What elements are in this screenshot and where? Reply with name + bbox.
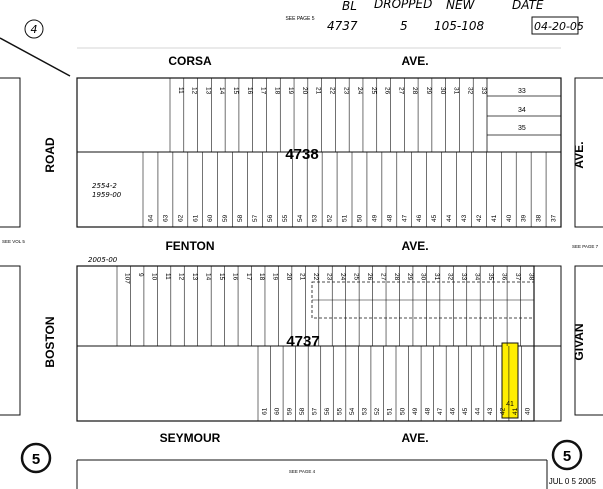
lot-number: 63 (162, 214, 170, 222)
block-number-lower: 4737 (286, 333, 320, 350)
lot-number: 20 (285, 273, 293, 281)
lot-number: 46 (449, 407, 457, 415)
street-ave-fenton: AVE. (401, 239, 429, 253)
lower-bottom-lots (258, 346, 532, 421)
col-dropped-label: DROPPED (374, 0, 433, 11)
lot-label: 34 (518, 107, 526, 114)
new-value: 105-108 (434, 19, 485, 33)
lot-number: 62 (177, 214, 185, 222)
lot-number: 54 (349, 407, 357, 415)
col-date-label: DATE (512, 0, 544, 12)
lot-number: 50 (399, 407, 407, 415)
lot-number: 57 (311, 407, 319, 415)
lot-number: 41 (512, 407, 520, 415)
lot-number: 55 (281, 214, 289, 222)
lot-number: 40 (524, 407, 532, 415)
lot-number: 15 (217, 273, 225, 281)
lot-number: 22 (312, 273, 320, 281)
lot-number: 31 (452, 87, 460, 95)
lot-number: 43 (487, 407, 495, 415)
lot-number: 25 (369, 87, 377, 95)
highlighted-lot-number: 41 (506, 401, 514, 408)
lot-number: 51 (341, 214, 349, 222)
lot-number: 38 (535, 214, 543, 222)
lot-number: 56 (266, 214, 274, 222)
lot-number: 28 (392, 273, 400, 281)
lot-number: 37 (550, 214, 558, 222)
upper-bottom-lots (143, 152, 558, 227)
lower-top-lots (117, 266, 534, 346)
lot-number: 44 (446, 214, 454, 222)
lot-number: 47 (401, 214, 409, 222)
lot-number: 53 (361, 407, 369, 415)
lot-number: 52 (326, 214, 334, 222)
lot-number: 33 (480, 87, 488, 95)
bl-value: 4737 (327, 19, 358, 33)
lot-number: 37 (513, 273, 521, 281)
lot-number: 61 (192, 214, 200, 222)
lot-number: 58 (237, 214, 245, 222)
lot-number: 44 (474, 407, 482, 415)
lot-number: 18 (273, 87, 281, 95)
see-page-top: SEE PAGE 5 (285, 16, 315, 22)
lot-number: 10 (150, 273, 158, 281)
street-boston: BOSTON (43, 316, 57, 368)
lot-number: 16 (231, 273, 239, 281)
lot-number: 30 (419, 273, 427, 281)
street-givan: GIVAN (572, 323, 586, 361)
street-givan-ave: AVE. (572, 141, 586, 169)
lot-number: 17 (244, 273, 252, 281)
lot-number: 45 (431, 214, 439, 222)
lot-number: 38 (527, 273, 535, 281)
lot-number: 11 (164, 273, 172, 280)
see-page-bottom: SEE PAGE 4 (288, 469, 316, 474)
lot-number: 57 (251, 214, 259, 222)
lot-number: 33 (460, 273, 468, 281)
lot-number: 18 (258, 273, 266, 281)
lot-number: 24 (356, 87, 364, 95)
lot-label: 33 (518, 88, 526, 95)
lot-number: 9 (137, 273, 145, 277)
col-bl-label: BL (342, 0, 357, 13)
lot-number: 22 (328, 87, 336, 95)
lot-number: 60 (207, 214, 215, 222)
lot-number: 49 (411, 407, 419, 415)
street-corsa: CORSA (168, 54, 212, 68)
lot-number: 49 (371, 214, 379, 222)
street-ave-seymour: AVE. (401, 431, 429, 445)
lot-number: 58 (298, 407, 306, 415)
lot-number: 21 (314, 87, 322, 95)
lot-number: 14 (218, 87, 226, 95)
lot-number: 26 (365, 273, 373, 281)
sheet-number-left: 5 (31, 451, 41, 468)
block-number-upper: 4738 (285, 146, 319, 163)
lot-number: 32 (466, 87, 474, 95)
block-4737-corner (534, 266, 561, 421)
lot-number: 31 (433, 273, 441, 281)
lot-number: 59 (286, 407, 294, 415)
lot-number: 23 (325, 273, 333, 281)
lot-number: 21 (298, 273, 306, 281)
col-new-label: NEW (446, 0, 475, 12)
lot-number: 56 (324, 407, 331, 415)
north-arrow-line (0, 38, 70, 76)
lot-number: 13 (204, 87, 212, 95)
lot-number: 40 (505, 214, 513, 222)
upper-top-lots (170, 78, 487, 152)
lot-number: 19 (287, 87, 295, 95)
lot-number: 23 (342, 87, 350, 95)
lot-number: 48 (424, 407, 432, 415)
lot-number: 27 (397, 87, 405, 95)
lot-number: 17 (259, 87, 267, 95)
lot-number: 20 (300, 87, 308, 95)
lot-number: 53 (311, 214, 319, 222)
lot-number: 27 (379, 273, 387, 281)
ref-note-b: 1959-00 (92, 191, 122, 199)
sheet-number-right: 5 (562, 448, 572, 465)
see-vol-left: SEE VOL 5 (2, 239, 25, 244)
adjacent-blocks (0, 78, 603, 489)
lot-number: 47 (436, 407, 444, 415)
lot-number: 15 (232, 87, 240, 95)
lot-number: 42 (499, 407, 507, 415)
lot-number: 34 (473, 273, 481, 281)
map-number: 4 (30, 23, 38, 36)
lot-label: 35 (518, 125, 526, 132)
lot-number: 48 (386, 214, 394, 222)
street-ave-corsa: AVE. (401, 54, 429, 68)
lot-number: 29 (424, 87, 432, 95)
lot-number: 64 (147, 214, 155, 222)
lot-number: 19 (271, 273, 279, 281)
lot-number: 43 (460, 214, 468, 222)
ref-note-lower: 2005-00 (88, 256, 118, 264)
lot-number: 36 (500, 273, 508, 281)
street-fenton: FENTON (165, 239, 215, 253)
lot-number: 30 (438, 87, 446, 95)
lot-number: 28 (411, 87, 419, 95)
lot-number: 26 (383, 87, 391, 95)
lot-number: 16 (245, 87, 253, 95)
lot-number: 52 (374, 407, 382, 415)
lot-number: 54 (296, 214, 304, 222)
lot-number: 107 (123, 273, 131, 284)
street-road: ROAD (43, 137, 57, 173)
lot-number: 51 (386, 407, 394, 415)
lot-number: 39 (520, 214, 528, 222)
lot-number: 55 (336, 407, 344, 415)
lot-number: 29 (406, 273, 414, 281)
see-page-right: SEE PAGE 7 (572, 244, 599, 249)
lot-number: 45 (462, 407, 469, 415)
lot-number: 12 (190, 87, 198, 95)
lot-number: 11 (176, 87, 184, 94)
lot-number: 24 (338, 273, 346, 281)
lot-number: 60 (273, 407, 281, 415)
date-stamp: JUL 0 5 2005 (548, 477, 596, 486)
ref-note-a: 2554-2 (92, 182, 117, 190)
lot-number: 41 (490, 214, 498, 222)
upper-corner-lots (487, 78, 561, 152)
dropped-value: 5 (400, 19, 408, 33)
lot-number: 35 (486, 273, 494, 281)
lot-number: 14 (204, 273, 212, 281)
lot-number: 25 (352, 273, 360, 281)
header (0, 0, 584, 76)
lot-number: 46 (416, 214, 424, 222)
lot-number: 61 (261, 407, 269, 415)
lot-number: 12 (177, 273, 185, 281)
lot-number: 13 (190, 273, 198, 281)
lot-number: 59 (222, 214, 230, 222)
street-seymour: SEYMOUR (159, 431, 221, 445)
lot-number: 42 (475, 214, 483, 222)
lot-number: 50 (356, 214, 364, 222)
date-value: 04-20-05 (534, 20, 584, 33)
lot-number: 32 (446, 273, 454, 281)
